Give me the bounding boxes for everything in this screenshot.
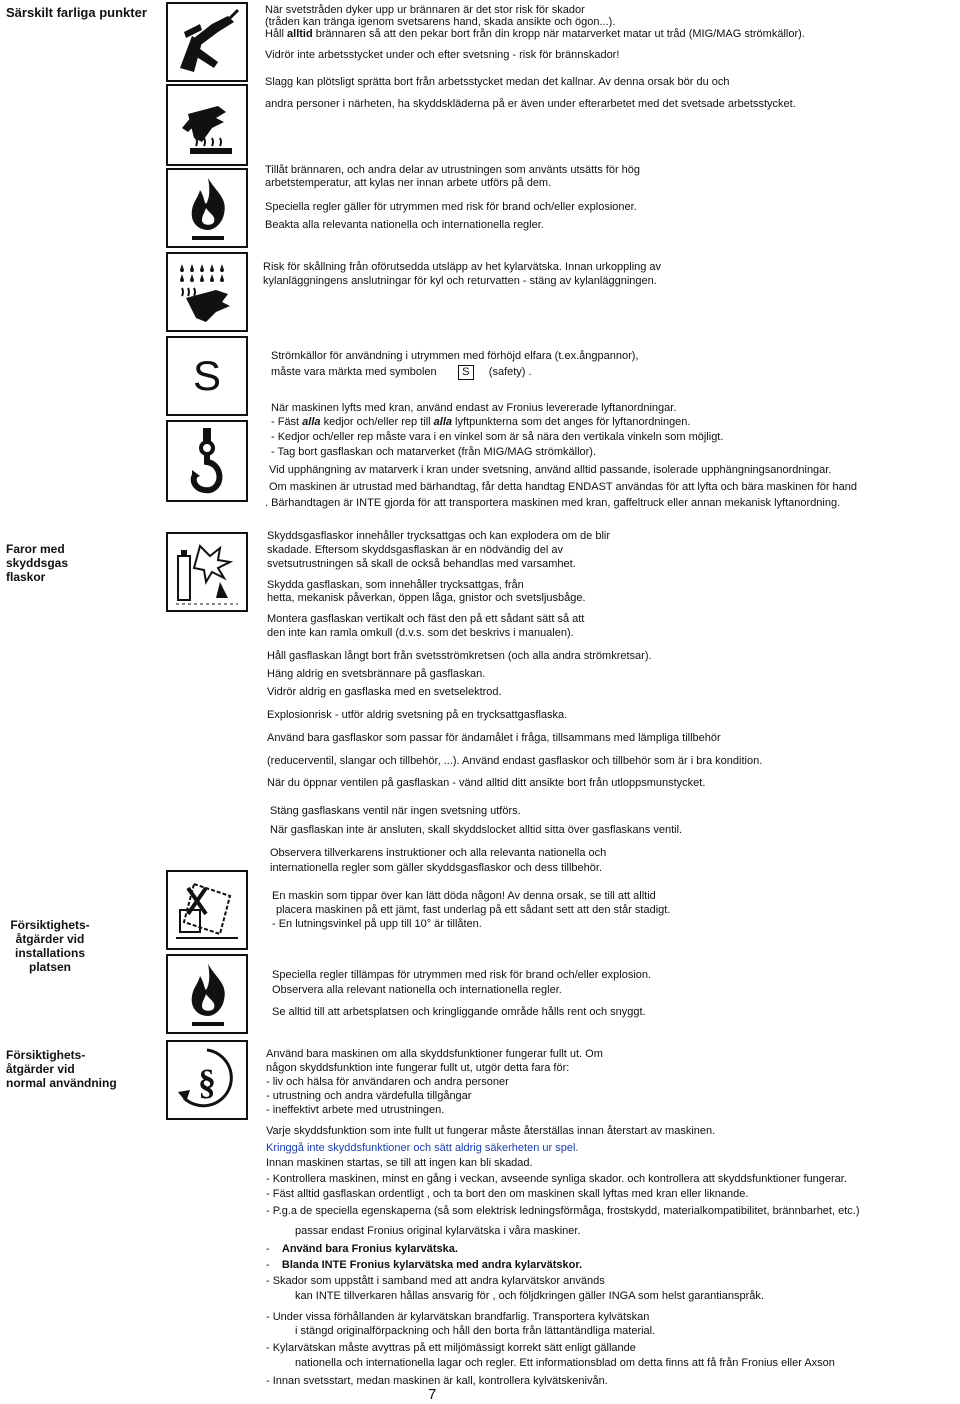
text-line: i stängd originalförpackning och håll den borta från lättantändliga material. xyxy=(295,1325,656,1337)
section-heading-normal-use: Försiktighets- åtgärder vid normal användning xyxy=(6,1048,117,1090)
text-line: Innan maskinen startas, se till att ingen kan bli skadad. xyxy=(266,1157,533,1169)
text-line: Vidrör inte arbetsstycket under och efter svetsning - risk för brännskador! xyxy=(265,49,620,61)
text-line: svetsutrustningen så skall de också behandlas med varsamhet. xyxy=(267,558,576,570)
text-line: - En lutningsvinkel på upp till 10° är tillåten. xyxy=(272,918,482,930)
text-line: - Fäst alla kedjor och/eller rep till alla lyftpunkterna som det anges för lyftanordningen. xyxy=(271,416,691,428)
gas-cylinder-icon xyxy=(166,532,248,612)
text-line: - Fäst alltid gasflaskan ordentligt , och ta bort den om maskinen skall lyftas med kran eller liknande. xyxy=(266,1188,749,1200)
text-line: kan INTE tillverkaren hållas ansvarig för , och följdkringen gäller INGA som helst garantianspråk. xyxy=(295,1290,764,1302)
text-line: Skyddsgasflaskor innehåller trycksattgas och kan explodera om de blir xyxy=(267,530,611,542)
text-line: hetta, mekanisk påverkan, öppen låga, gnistor och svetsljusbåge. xyxy=(267,592,586,604)
text-line: - utrustning och andra värdefulla tillgångar xyxy=(266,1090,472,1102)
text-line: arbetstemperatur, att kylas ner innan arbete utförs på dem. xyxy=(265,177,552,189)
text-line: . Bärhandtagen är INTE gjorda för att transportera maskinen med kran, gaffeltruck eller annan mekanisk lyftanordning. xyxy=(265,497,841,509)
text-line: den inte kan ramla omkull (d.v.s. som det beskrivs i manualen). xyxy=(267,627,574,639)
text-line: Vidrör aldrig en gasflaska med en svetselektrod. xyxy=(267,686,502,698)
text-line: Håll gasflaskan långt bort från svetsströmkretsen (och alla andra strömkretsar). xyxy=(267,650,652,662)
text-line: (reducerventil, slangar och tillbehör, ...). Använd endast gasflaskor och tillbehör som är i bra kondition. xyxy=(267,755,763,767)
hot-surface-hand-icon xyxy=(166,84,248,166)
crane-hook-icon xyxy=(166,420,248,502)
text-line: passar endast Fronius original kylarvätska i våra maskiner. xyxy=(295,1225,581,1237)
text-line: - P.g.a de speciella egenskaperna (så som elektrisk ledningsförmåga, frostskydd, materialkompatibilitet, brännbarhet, etc.) xyxy=(266,1205,860,1217)
text-line: Observera tillverkarens instruktioner och alla relevanta nationella och xyxy=(270,847,607,859)
text-line: Vid upphängning av matarverk i kran under svetsning, använd alltid passande, isolerade upphängningsanordningar. xyxy=(269,464,832,476)
text-line: Se alltid till att arbetsplatsen och kringliggande område hålls rent och snyggt. xyxy=(272,1006,646,1018)
safety-s-box: S xyxy=(458,365,474,380)
safety-s-icon xyxy=(166,336,248,416)
fire-icon-2 xyxy=(166,954,248,1034)
text-line: Använd bara gasflaskor som passar för ändamålet i fråga, tillsammans med lämpliga tillbehör xyxy=(267,732,721,744)
text-line: nationella och internationella lagar och regler. Ett informationsblad om detta finns att få från Fronius eller Axson xyxy=(295,1357,835,1369)
text-line: Varje skyddsfunktion som inte fullt ut fungerar måste återställas innan återstart av maskinen. xyxy=(266,1125,716,1137)
text-line: Speciella regler tillämpas för utrymmen med risk för brand och/eller explosion. xyxy=(272,969,652,981)
text-line: Risk för skållning från oförutsedda utsläpp av het kylarvätska. Innan urkoppling av xyxy=(263,261,662,273)
section-heading-dangerous-points: Särskilt farliga punkter xyxy=(6,5,147,20)
text-line: Stäng gasflaskans ventil när ingen svetsning utförs. xyxy=(270,805,521,817)
text-line: Om maskinen är utrustad med bärhandtag, får detta handtag ENDAST användas för att lyfta och bära maskinen för hand xyxy=(269,481,858,493)
text-line: - liv och hälsa för användaren och andra personer xyxy=(266,1076,509,1088)
coolant-splash-icon xyxy=(166,252,248,332)
text-line: - Kontrollera maskinen, minst en gång i veckan, avseende synliga skador. och kontrollera att skyddsfunktioner fungerar. xyxy=(266,1173,847,1185)
text-line: Speciella regler gäller för utrymmen med risk för brand och/eller explosioner. xyxy=(265,201,637,213)
text-line: - Blanda INTE Fronius kylarvätska med andra kylarvätskor. xyxy=(266,1259,583,1271)
text-line: - ineffektivt arbete med utrustningen. xyxy=(266,1104,445,1116)
page-number: 7 xyxy=(428,1386,437,1403)
text-line: internationella regler som gäller skyddsgasflaskor och dess tillbehör. xyxy=(270,862,603,874)
text-line: placera maskinen på ett jämt, fast underlag på ett sådant sett att den står stadigt. xyxy=(276,904,671,916)
section-heading-gas-cylinders: Faror med skyddsgas flaskor xyxy=(6,542,69,584)
torch-hazard-icon xyxy=(166,2,248,82)
text-line: När du öppnar ventilen på gasflaskan - vänd alltid ditt ansikte bort från utloppsmunstycket. xyxy=(267,777,706,789)
text-line: Strömkällor för användning i utrymmen med förhöjd elfara (t.ex.ångpannor), xyxy=(271,350,639,362)
text-line: någon skyddsfunktion inte fungerar fullt ut, utgör detta fara för: xyxy=(266,1062,570,1074)
text-line: Skydda gasflaskan, som innehåller trycksattgas, från xyxy=(267,579,524,591)
text-line: kylanläggningens anslutningar för kyl och returvatten - stäng av kylanläggningen. xyxy=(263,275,657,287)
text-line: - Kedjor och/eller rep måste vara i en vinkel som är så nära den vertikala vinkeln som möjligt. xyxy=(271,431,724,443)
text-line: Håll alltid brännaren så att den pekar bort från din kropp när matarverket matar ut tråd (MIG/MAG strömkällor). xyxy=(265,28,805,40)
text-line: - Tag bort gasflaskan och matarverket (från MIG/MAG strömkällor). xyxy=(271,446,597,458)
text-line-highlight: Kringgå inte skyddsfunktioner och sätt aldrig säkerheten ur spel. xyxy=(266,1142,579,1154)
text-line: Beakta alla relevanta nationella och internationella regler. xyxy=(265,219,544,231)
text-line: Montera gasflaskan vertikalt och fäst den på ett sådant sätt så att xyxy=(267,613,585,625)
text-line: När maskinen lyfts med kran, använd endast av Fronius levererade lyftanordningar. xyxy=(271,402,677,414)
text-line: måste vara märkta med symbolen S (safety) . xyxy=(271,366,532,378)
text-line: - Skador som uppstått i samband med att andra kylarvätskor används xyxy=(266,1275,605,1287)
text-line: skadade. Eftersom skyddsgasflaskan är en nödvändig del av xyxy=(267,544,563,556)
text-line: Slagg kan plötsligt sprätta bort från arbetsstycket medan det kallnar. Av denna orsak bör du och xyxy=(265,76,730,88)
text-line: (tråden kan tränga igenom svetsarens hand, skada ansikte och ögon...). xyxy=(265,16,616,28)
text-line: Explosionrisk - utför aldrig svetsning på en trycksattgasflaska. xyxy=(267,709,568,721)
tipping-hazard-icon xyxy=(166,870,248,950)
text-line: - Under vissa förhållanden är kylarvätskan brandfarlig. Transportera kylvätskan xyxy=(266,1311,650,1323)
svg-text:§: § xyxy=(198,1062,216,1102)
text-line: Häng aldrig en svetsbrännare på gasflaskan. xyxy=(267,668,486,680)
text-line: En maskin som tippar över kan lätt döda någon! Av denna orsak, se till att alltid xyxy=(272,890,656,902)
text-line: Observera alla relevant nationella och internationella regler. xyxy=(272,984,562,996)
text-line: - Innan svetsstart, medan maskinen är kall, kontrollera kylvätskenivån. xyxy=(266,1375,608,1387)
text-line: - Använd bara Fronius kylarvätska. xyxy=(266,1243,458,1255)
text-line: Använd bara maskinen om alla skyddsfunktioner fungerar fullt ut. Om xyxy=(266,1048,603,1060)
text-line: Tillåt brännaren, och andra delar av utrustningen som använts utsätts för hög xyxy=(265,164,641,176)
text-line: När svetstråden dyker upp ur brännaren är det stor risk för skador xyxy=(265,4,585,16)
section-heading-installation: Försiktighets- åtgärder vid installations platsen xyxy=(10,918,90,974)
text-line: andra personer i närheten, ha skyddskläderna på er även under efterarbetet med det svetsade arbetsstycket. xyxy=(265,98,796,110)
text-line: - Kylarvätskan måste avyttras på ett miljömässigt korrekt sätt enligt gällande xyxy=(266,1342,636,1354)
text-line: När gasflaskan inte är ansluten, skall skyddslocket alltid sitta över gasflaskans ventil. xyxy=(270,824,683,836)
regulation-paragraph-icon xyxy=(166,1040,248,1120)
svg-text:S: S xyxy=(192,352,222,399)
fire-icon xyxy=(166,168,248,248)
